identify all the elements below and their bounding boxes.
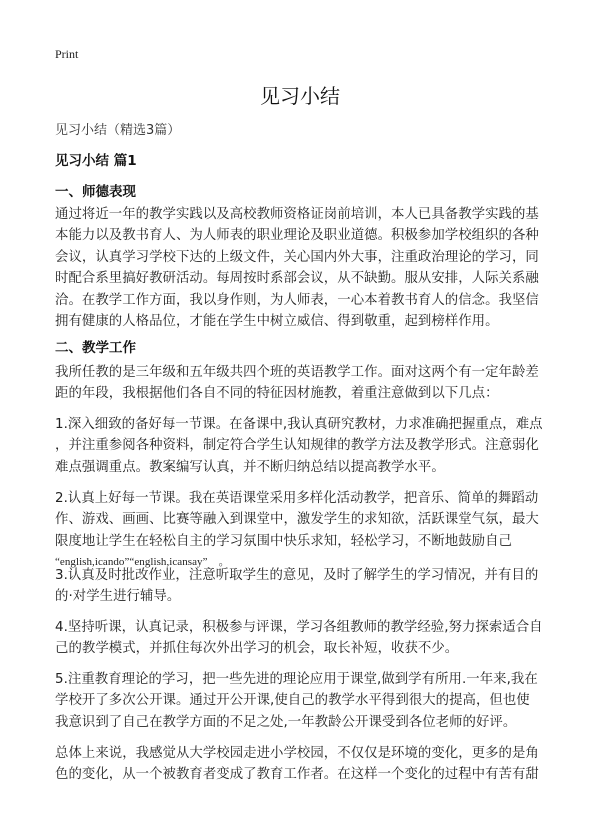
document-subtitle: 见习小结（精选3篇） — [55, 123, 181, 138]
text-line: 色的变化，从一个被教育者变成了教育工作者。在这样一个变化的过程中有苦有甜 — [55, 767, 539, 783]
paragraph-point-2 — [55, 488, 555, 574]
paragraph-point-4 — [55, 617, 555, 660]
text-line: 的·对学生进行辅导。 — [55, 589, 181, 605]
paragraph-ethics — [55, 204, 555, 332]
text-line: ，并注重参阅各种资料，制定符合学生认知规律的教学方法及教学形式。注意弱化 — [55, 438, 539, 454]
text-line: 洽。在教学工作方面，我以身作则，为人师表，一心本着教书育人的信念。我坚信 — [55, 292, 539, 308]
text-line: 5.注重教育理论的学习，把一些先进的理论应用于课堂,做到学有所用.一年来,我在 — [55, 672, 538, 687]
text-line: 限度地让学生在轻松自主的学习氛围中快乐求知，轻松学习，不断地鼓励自己 — [55, 533, 512, 549]
text-line: 总体上来说，我感觉从大学校园走进小学校园，不仅仅是环境的变化，更多的是角 — [55, 746, 539, 761]
text-line: 我所任教的是三年级和五年级共四个班的英语教学工作。面对这两个有一定年龄差 — [55, 365, 539, 380]
print-link[interactable]: Print — [55, 47, 79, 61]
text-line: 难点强调重点。教案编写认真，并不断归纳总结以提高教学水平。 — [55, 459, 445, 475]
paragraph-point-3 — [55, 565, 555, 608]
text-line: 4.坚持听课，认真记录，积极参与评课，学习各组教师的教学经验,努力探索适合自 — [55, 620, 543, 635]
english-quote-line: “english,icando”“english,icansay” 。 — [55, 556, 230, 569]
section-heading-ethics: 一、师德表现 — [55, 184, 136, 200]
text-line: 3.认真及时批改作业，注意听取学生的意见，及时了解学生的学习情况，并有目的 — [55, 568, 539, 583]
text-line: 会议，认真学习学校下达的上级文件，关心国内外大事，注重政治理论的学习，同 — [55, 249, 539, 265]
article-heading: 见习小结 篇1 — [55, 153, 137, 169]
paragraph-point-1 — [55, 414, 555, 478]
text-line: 1.深入细致的备好每一节课。在备课中,我认真研究教材，力求准确把握重点，难点 — [55, 417, 543, 432]
text-line: 学校开了多次公开课。通过开公开课,使自己的教学水平得到很大的提高，但也使 — [55, 693, 530, 709]
text-line: 时配合系里搞好教研活动。每周按时系部会议，从不缺勤。服从安排，人际关系融 — [55, 271, 539, 287]
text-line: 本能力以及教书育人、为人师表的职业理论及职业道德。积极参加学校组织的各种 — [55, 228, 539, 244]
section-heading-teaching: 二、教学工作 — [55, 340, 136, 356]
text-line: 己的教学模式，并抓住每次外出学习的机会，取长补短，收获不少。 — [55, 641, 459, 657]
text-line: 2.认真上好每一节课。我在英语课堂采用多样化活动教学，把音乐、简单的舞蹈动 — [55, 491, 539, 506]
paragraph-point-5 — [55, 669, 555, 733]
page-title: 见习小结 — [260, 84, 340, 108]
text-line: 作、游戏、画画、比赛等融入到课堂中，激发学生的求知欲，活跃课堂气氛，最大 — [55, 512, 539, 528]
text-line: 通过将近一年的教学实践以及高校教师资格证岗前培训，本人已具备教学实践的基 — [55, 207, 539, 222]
text-line: 距的年段，我根据他们各自不同的特征因材施教，着重注意做到以下几点： — [55, 386, 499, 402]
paragraph-summary — [55, 743, 555, 786]
text-line: 拥有健康的人格品位，才能在学生中树立威信、得到敬重，起到榜样作用。 — [55, 314, 499, 330]
paragraph-teaching-intro — [55, 362, 555, 405]
text-line: 我意识到了自己在教学方面的不足之处,一年教龄公开课受到各位老师的好评。 — [55, 714, 517, 730]
